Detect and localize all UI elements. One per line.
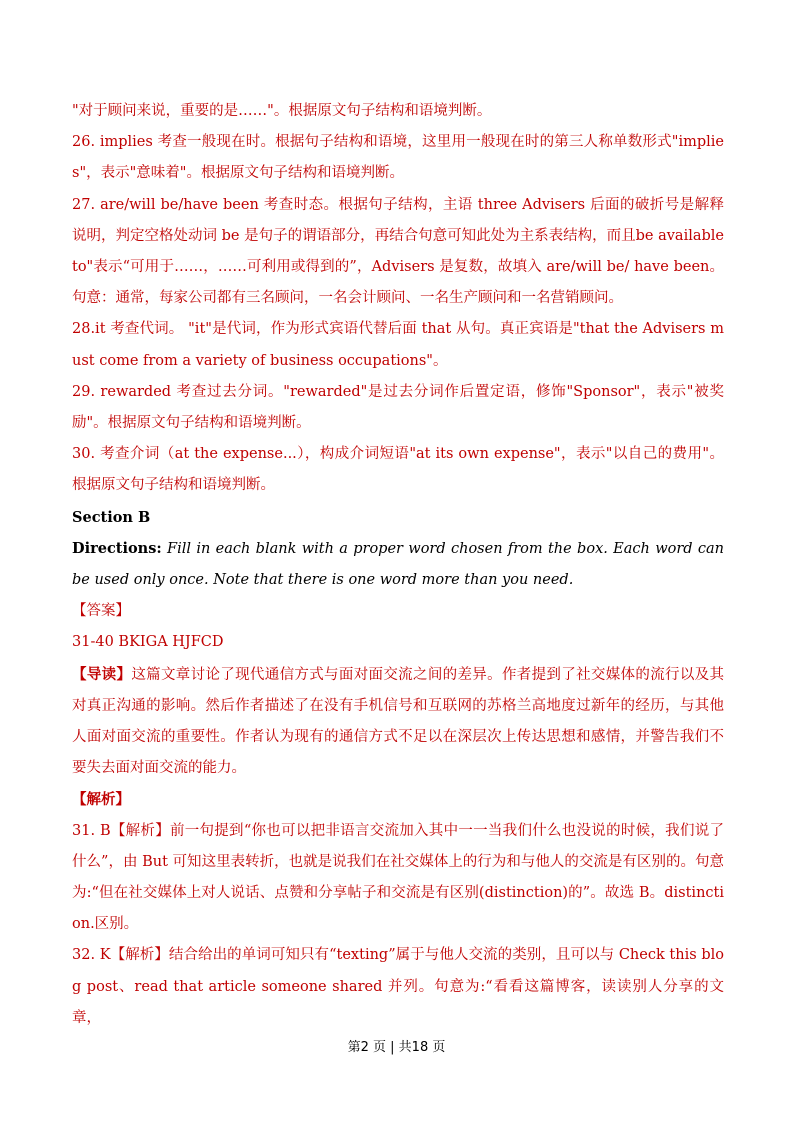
answer-30: 30. 考查介词（at the expense...），构成介词短语"at its own expense"，表示"以自己的费用"。根据原文句子结构和语境判断。: [72, 446, 724, 494]
answer-heading: 【答案】: [72, 603, 130, 620]
document-body: [72, 96, 724, 1034]
directions: [72, 533, 724, 596]
answer-28: 28.it 考查代词。 "it"是代词，作为形式宾语代替后面 that 从句。真正宾语是"that the Advisers must come from a variety of business occupations"。: [72, 321, 724, 369]
directions-text: Fill in each blank with a proper word chosen from the box. Each word can be used only once. Note that there is one word more than you need.: [72, 540, 724, 589]
answer-key: 31-40 BKIGA HJFCD: [72, 634, 224, 651]
answer-29: 29. rewarded 考查过去分词。"rewarded"是过去分词作后置定语，修饰"Sponsor"，表示"被奖励"。根据原文句子结构和语境判断。: [72, 383, 724, 432]
answer-27: 27. are/will be/have been 考查时态。根据句子结构，主语 three Advisers 后面的破折号是解释说明，判定空格处动词 be 是句子的谓语部分，再结合句意可知此处为主系表结构，而且be available to"表示“可用于……，……可利用或得到的”，Advisers 是复数，故填入 are/will be/ have been。句意：通常，每家公司都有三名顾问，一名会计顾问、一名生产顾问和一名营销顾问。: [72, 196, 724, 307]
page-footer: 第2 页 | 共18 页: [347, 1040, 446, 1055]
directions-label: Directions:: [72, 539, 162, 557]
section-b-heading: Section B: [72, 508, 151, 526]
guide-label: 【导读】: [72, 665, 132, 683]
answer-32: 32. K【解析】结合给出的单词可知只有“texting”属于与他人交流的类别，且可以与 Check this blog post、read that article someone shared 并列。句意为:“看看这篇博客，读读别人分享的文章，: [72, 947, 724, 1026]
guide-paragraph: [72, 659, 724, 785]
analysis-heading: 【解析】: [72, 791, 130, 809]
text-line: "对于顾问来说，重要的是……"。根据原文句子结构和语境判断。: [72, 103, 492, 119]
guide-text: 这篇文章讨论了现代通信方式与面对面交流之间的差异。作者提到了社交媒体的流行以及其对真正沟通的影响。然后作者描述了在没有手机信号和互联网的苏格兰高地度过新年的经历，与其他人面对面交流的重要性。作者认为现有的通信方式不足以在深层次上传达思想和感情，并警告我们不要失去面对面交流的能力。: [72, 666, 725, 777]
answer-31: 31. B【解析】前一句提到“你也可以把非语言交流加入其中一一当我们什么也没说的时候，我们说了什么”，由 But 可知这里表转折，也就是说我们在社交媒体上的行为和与他人的交流是有区别的。句意为:“但在社交媒体上对人说话、点赞和分享帖子和交流是有区别(distinction)的”。故选 B。distinction.区别。: [72, 822, 724, 933]
answer-26: 26. implies 考查一般现在时。根据句子结构和语境，这里用一般现在时的第三人称单数形式"implies"，表示"意味着"。根据原文句子结构和语境判断。: [72, 134, 724, 182]
